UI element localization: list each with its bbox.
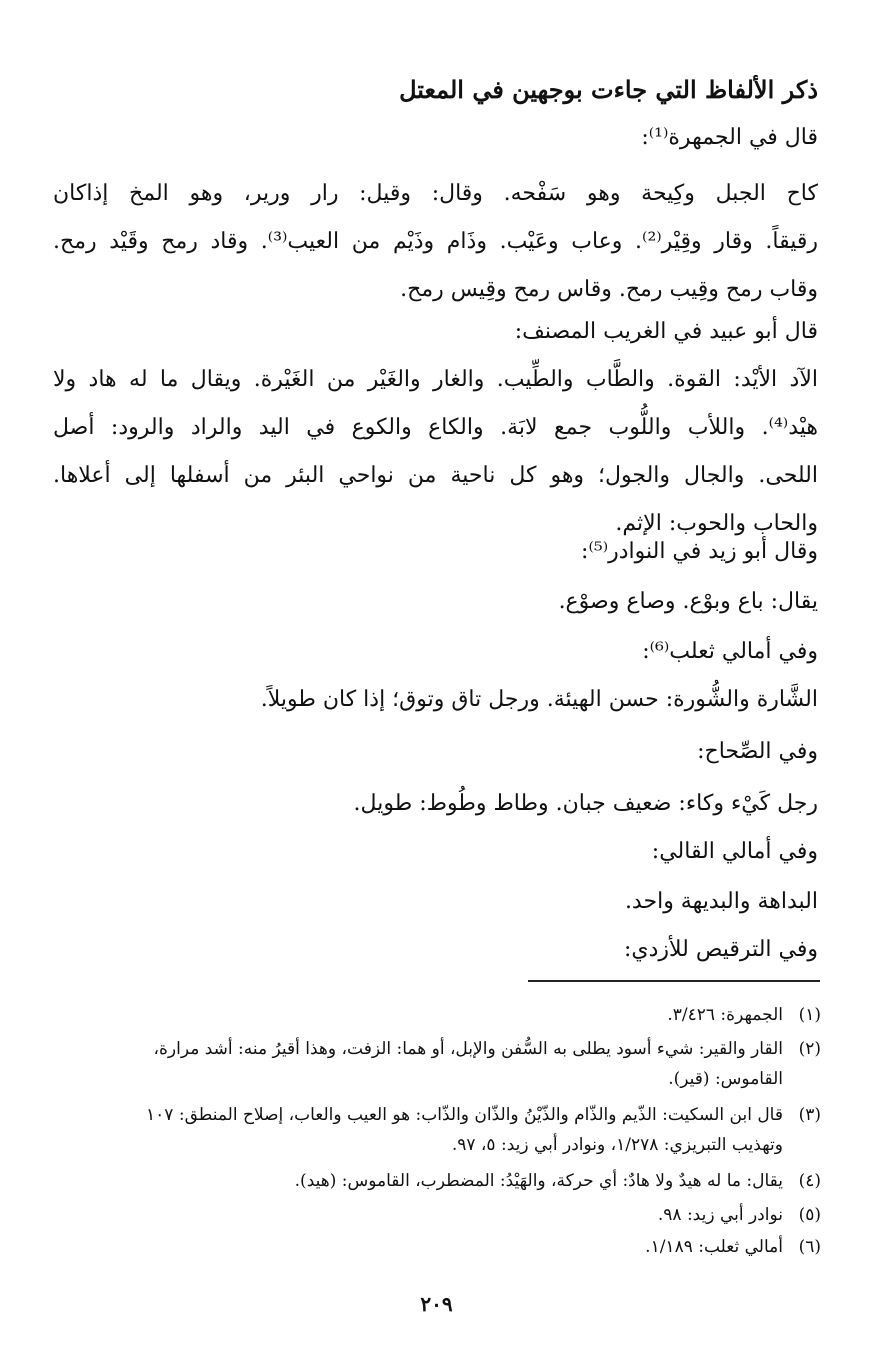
footnote-number: (٣) xyxy=(798,1105,821,1125)
footnote-divider xyxy=(528,980,820,982)
paragraph-line: كاح الجبل وكِيحة وهو سَفْحه. وقال: وقيل: رار ورير، وهو المخ إذاكان xyxy=(53,181,818,206)
footnote-number: (٦) xyxy=(798,1237,821,1257)
footnote-text: القار والقير: شيء أسود يطلى به السُّفن والإبل، أو هما: الزفت، وهذا أقيرُ منه: أشد مرارة، xyxy=(153,1039,783,1059)
source-label-qali: وفي أمالي القالي: xyxy=(651,839,818,864)
source-label-tarqis: وفي الترقيص للأزدي: xyxy=(623,937,818,962)
footnote-1 xyxy=(51,1000,821,1030)
source-label-sihah: وفي الصِّحاح: xyxy=(697,739,818,764)
footnote-number: (١) xyxy=(798,1005,821,1025)
text-nawadir: يقال: باع وبوْع. وصاع وصوْع. xyxy=(558,589,818,614)
paragraph-line: الآد الأيْد: القوة. والطَّاب والطِّيب. والغار والغَيْر من الغَيْرة. ويقال ما له هاد ولا xyxy=(53,367,818,392)
footnote-number: (٤) xyxy=(798,1171,821,1191)
source-label-nawadir: وقال أبو زيد في النوادر⁽⁵⁾: xyxy=(581,539,818,564)
footnote-text: أمالي ثعلب: ١/١٨٩. xyxy=(645,1237,783,1257)
footnote-text: وتهذيب التبريزي: ١/٢٧٨، ونوادر أبي زيد: ٥، ٩٧. xyxy=(451,1135,783,1155)
footnote-number: (٢) xyxy=(798,1039,821,1059)
paragraph-line: وقاب رمح وقِيب رمح. وقاس رمح وقِيس رمح. xyxy=(400,277,818,302)
source-label-jamhara: قال في الجمهرة⁽¹⁾: xyxy=(641,125,818,150)
footnote-3 xyxy=(51,1100,821,1160)
source-label-abu-ubaid: قال أبو عبيد في الغريب المصنف: xyxy=(514,319,818,344)
paragraph-abu-ubaid xyxy=(53,356,818,548)
paragraph-line: والحاب والحوب: الإثم. xyxy=(615,511,818,536)
paragraph-line: اللحى. والجال والجول؛ وهو كل ناحية من نواحي البئر من أسفلها إلى أعلاها. xyxy=(53,463,818,488)
paragraph-line: هيْد⁽⁴⁾. واللأب واللُّوب جمع لابَة. والكاع والكوع في اليد والراد والرود: أصل xyxy=(53,415,818,440)
paragraph-line: رقيقاً. وقار وقِيْر⁽²⁾. وعاب وعَيْب. وذَام وذَيْم من العيب⁽³⁾. وقاد رمح وقَيْد رمح. xyxy=(53,229,818,254)
source-label-thalab: وفي أمالي ثعلب⁽⁶⁾: xyxy=(642,639,818,664)
page-number: ٢٠٩ xyxy=(420,1292,453,1316)
footnote-2 xyxy=(51,1034,821,1094)
footnote-number: (٥) xyxy=(798,1205,821,1225)
text-qali: البداهة والبديهة واحد. xyxy=(624,889,818,914)
footnote-text: يقال: ما له هيدٌ ولا هادٌ: أي حركة، والهَيْدُ: المضطرب، القاموس: (هيد). xyxy=(294,1171,783,1191)
text-sihah: رجل كَيْء وكاء: ضعيف جبان. وطاط وطُوط: طويل. xyxy=(353,791,818,816)
footnote-text: القاموس: (قير). xyxy=(668,1069,783,1089)
footnote-text: نوادر أبي زيد: ٩٨. xyxy=(657,1205,783,1225)
footnote-4 xyxy=(51,1166,821,1196)
paragraph-jamhara xyxy=(53,170,818,314)
text-thalab: الشَّارة والشُّورة: حسن الهيئة. ورجل تاق وتوق؛ إذا كان طويلاً. xyxy=(260,687,818,712)
footnote-5 xyxy=(51,1200,821,1230)
footnote-text: قال ابن السكيت: الذّيم والذّام والذّيْنُ والذّان والذّاب: هو العيب والعاب، إصلاح المنطق: ١٠٧ xyxy=(146,1105,783,1125)
chapter-heading: ذكر الألفاظ التي جاءت بوجهين في المعتل xyxy=(399,75,818,104)
footnote-6 xyxy=(51,1232,821,1262)
footnote-text: الجمهرة: ٣/٤٢٦. xyxy=(667,1005,783,1025)
